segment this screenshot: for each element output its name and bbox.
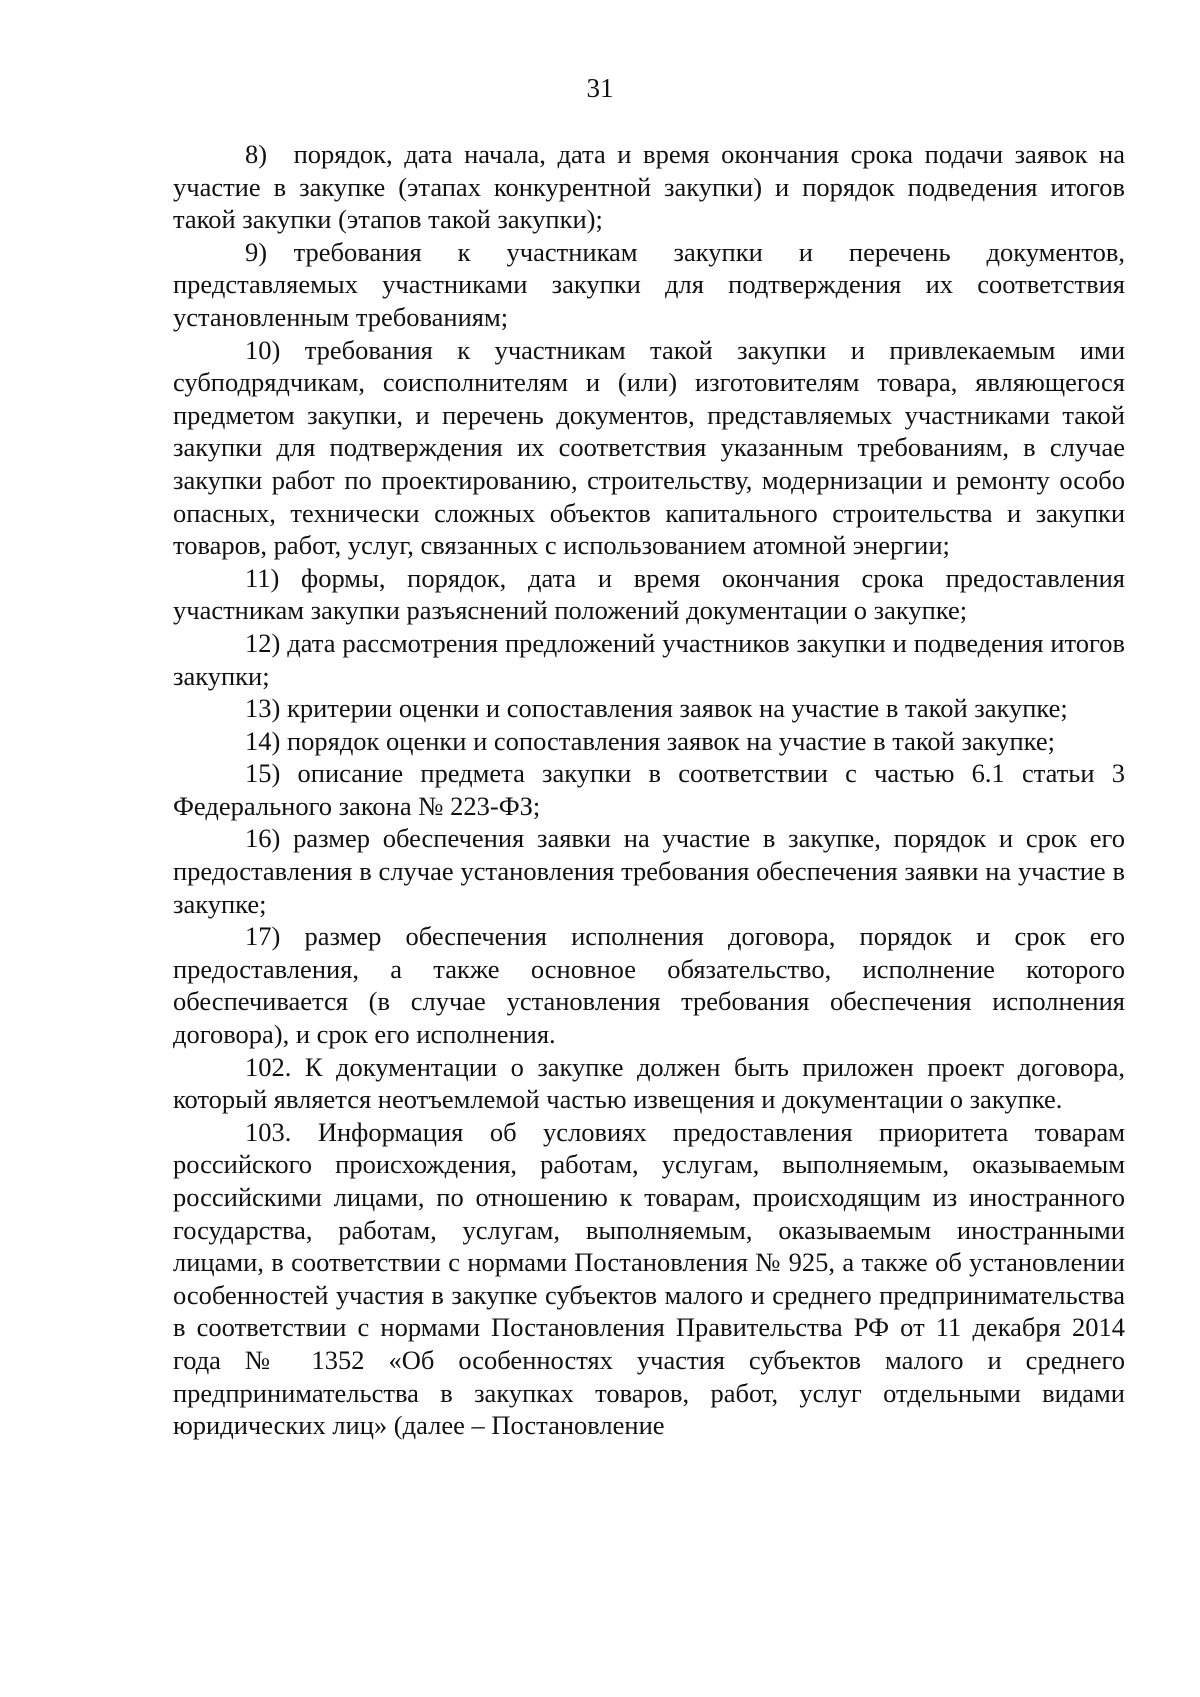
clause-102: 102. К документации о закупке должен быть приложен проект договора, который является неотъемлемой частью извещения и документации о закупке. bbox=[173, 1051, 1125, 1115]
document-body bbox=[173, 138, 1125, 1442]
list-item-8: 8) порядок, дата начала, дата и время окончания срока подачи заявок на участие в закупке (этапах конкурентной закупки) и порядок подведения итогов такой закупки (этапов такой закупки); bbox=[173, 139, 1125, 235]
list-item-9: 9) требования к участникам закупки и перечень документов, представляемых участниками закупки для подтверждения их соответствия установленным требованиям; bbox=[173, 236, 1125, 332]
page-number: 31 bbox=[586, 73, 614, 103]
list-item-16: 16) размер обеспечения заявки на участие в закупке, порядок и срок его предоставления в случае установления требования обеспечения заявки на участие в закупке; bbox=[173, 823, 1125, 919]
list-item-13: 13) критерии оценки и сопоставления заявок на участие в такой закупке; bbox=[245, 693, 1068, 724]
list-item-17: 17) размер обеспечения исполнения договора, порядок и срок его предоставления, а также основное обязательство, исполнение которого обеспечивается (в случае установления требования обеспечения исполнения договора), и срок его исполнения. bbox=[173, 921, 1125, 1050]
list-item-14: 14) порядок оценки и сопоставления заявок на участие в такой закупке; bbox=[245, 725, 1055, 756]
list-item-11: 11) формы, порядок, дата и время окончания срока предоставления участникам закупки разъяснений положений документации о закупке; bbox=[173, 562, 1125, 626]
clause-103: 103. Информация об условиях предоставления приоритета товарам российского происхождения, работам, услугам, выполняемым, оказываемым российскими лицами, по отношению к товарам, происходящим из иностранного государства, работам, услугам, выполняемым, оказываемым иностранными лицами, в соответствии с нормами Постановления № 925, а также об установлении особенностей участия в закупке субъектов малого и среднего предпринимательства в соответствии с нормами Постановления Правительства РФ от 11 декабря 2014 года № 1352 «Об особенностях участия субъектов малого и среднего предпринимательства в закупках товаров, работ, услуг отдельными видами юридических лиц» (далее – Постановление bbox=[173, 1116, 1125, 1441]
list-item-12: 12) дата рассмотрения предложений участников закупки и подведения итогов закупки; bbox=[173, 627, 1125, 691]
list-item-10: 10) требования к участникам такой закупки и привлекаемым ими субподрядчикам, соисполнителям и (или) изготовителям товара, являющегося предметом закупки, и перечень документов, представляемых участниками такой закупки для подтверждения их соответствия указанным требованиям, в случае закупки работ по проектированию, строительству, модернизации и ремонту особо опасных, технически сложных объектов капитального строительства и закупки товаров, работ, услуг, связанных с использованием атомной энергии; bbox=[173, 334, 1125, 561]
list-item-15: 15) описание предмета закупки в соответствии с частью 6.1 статьи 3 Федерального закона № 223-ФЗ; bbox=[173, 758, 1125, 821]
